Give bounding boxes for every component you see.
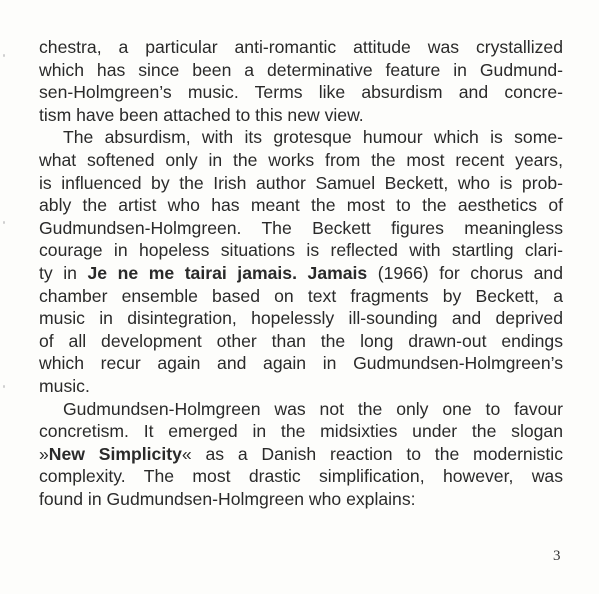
text-line: complexity. The most drastic simplification, however, was bbox=[39, 466, 563, 487]
text-line: found in Gudmundsen-Holmgreen who explains: bbox=[39, 488, 416, 509]
work-title: Jamais bbox=[307, 262, 368, 283]
text-fragment: (1966) for chorus and bbox=[377, 262, 564, 283]
text-line: The absurdism, with its grotesque humour which is some- bbox=[63, 127, 563, 148]
quote-close: « bbox=[181, 443, 192, 464]
scan-mark bbox=[3, 385, 5, 388]
text-line: music. bbox=[39, 375, 90, 396]
text-line: chestra, a particular anti-romantic attitude was crystallized bbox=[39, 37, 563, 57]
scan-mark bbox=[3, 221, 5, 224]
text-line: which recur again and again in Gudmundsen-Holmgreen’s bbox=[39, 353, 563, 374]
scan-mark bbox=[3, 54, 5, 57]
text-line: chamber ensemble based on text fragments by Beckett, a bbox=[39, 285, 563, 306]
quote-open: » bbox=[39, 443, 49, 464]
text-fragment: as a Danish reaction to the modernistic bbox=[205, 443, 564, 464]
text-line-mixed bbox=[39, 443, 563, 466]
text-line: ably the artist who has meant the most to the aesthetics of bbox=[39, 195, 563, 216]
page-number: 3 bbox=[553, 548, 561, 564]
text-line: which has since been a determinative feature in Gudmund- bbox=[39, 59, 563, 80]
text-line: courage in hopeless situations is reflected with startling clari- bbox=[39, 240, 563, 261]
slogan: New Simplicity bbox=[48, 443, 182, 464]
paragraph bbox=[39, 36, 563, 126]
paragraph bbox=[39, 126, 563, 397]
text-line: is influenced by the Irish author Samuel Beckett, who is prob- bbox=[39, 172, 563, 193]
text-line: what softened only in the works from the most recent years, bbox=[39, 149, 563, 170]
text-line: music in disintegration, hopelessly ill-sounding and deprived bbox=[39, 308, 563, 329]
text-line: sen-Holmgreen’s music. Terms like absurdism and concre- bbox=[39, 82, 563, 103]
text-line: tism have been attached to this new view. bbox=[39, 104, 364, 125]
work-title: Je ne me tairai jamais. bbox=[87, 262, 297, 283]
text-line: Gudmundsen-Holmgreen. The Beckett figures meaningless bbox=[39, 217, 563, 238]
text-line: concretism. It emerged in the midsixties under the slogan bbox=[39, 421, 563, 442]
text-line-mixed bbox=[39, 262, 563, 285]
paragraph bbox=[39, 398, 563, 511]
text-fragment: ty in bbox=[39, 262, 77, 283]
body-text bbox=[39, 36, 563, 510]
text-line: of all development other than the long drawn-out endings bbox=[39, 330, 563, 351]
text-line: Gudmundsen-Holmgreen was not the only one to favour bbox=[63, 398, 563, 419]
